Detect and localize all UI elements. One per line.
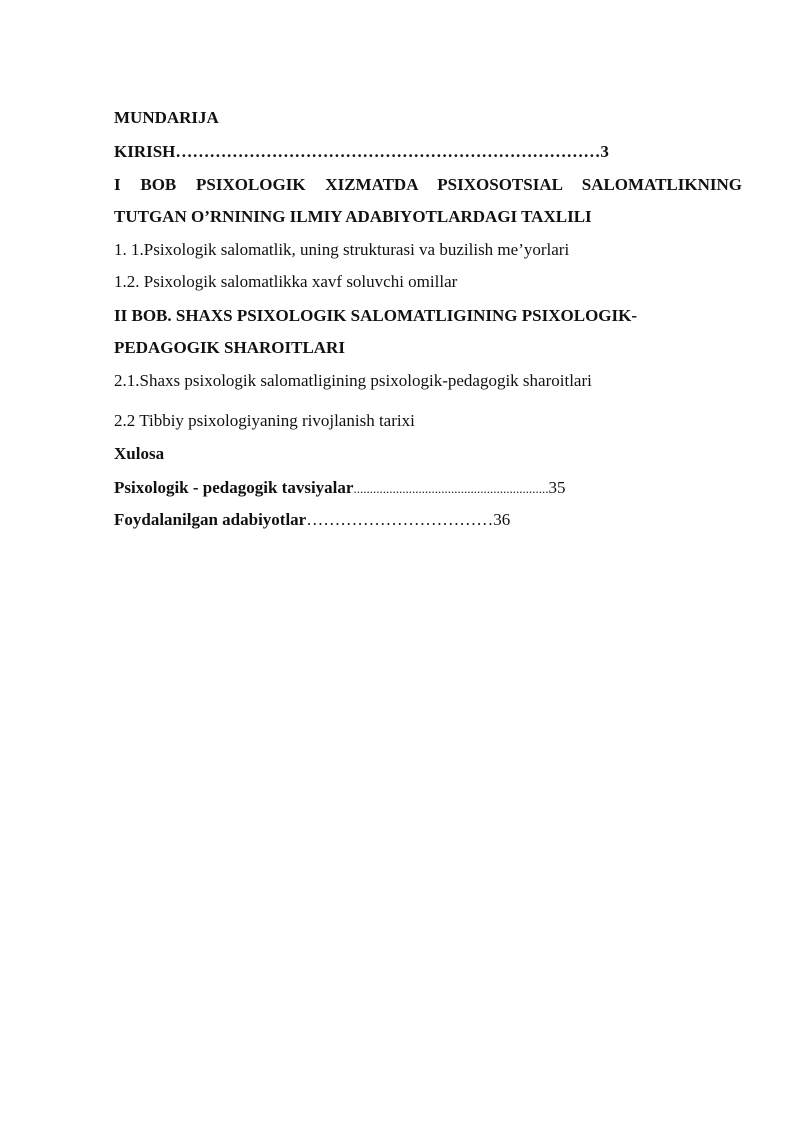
toc-chapter-2-line-2: PEDAGOGIK SHAROITLARI <box>114 338 345 357</box>
toc-entry-label: Foydalanilgan adabiyotlar <box>114 510 307 529</box>
toc-section-1-1: 1. 1.Psixologik salomatlik, uning strukturasi va buzilish me’yorlari <box>114 240 570 259</box>
toc-leader-dots: …………………………… <box>306 510 494 529</box>
toc-page-number: 36 <box>493 510 511 529</box>
toc-heading: MUNDARIJA <box>114 108 219 127</box>
toc-leader-dots: ............................................................ <box>353 481 549 496</box>
toc-chapter-1-line-2: TUTGAN O’RNINING ILMIY ADABIYOTLARDAGI TAXLILI <box>114 207 592 226</box>
toc-section-2-2: 2.2 Tibbiy psixologiyaning rivojlanish tarixi <box>114 411 415 430</box>
toc-page-number: 35 <box>548 478 566 497</box>
toc-page-number: 3 <box>600 142 609 161</box>
toc-chapter-2-line-1: II BOB. SHAXS PSIXOLOGIK SALOMATLIGINING PSIXOLOGIK- <box>114 306 638 325</box>
toc-entry-label: KIRISH <box>114 142 176 161</box>
toc-section-1-2: 1.2. Psixologik salomatlikka xavf soluvchi omillar <box>114 272 458 291</box>
toc-conclusion: Xulosa <box>114 444 165 463</box>
toc-entry-label: Psixologik - pedagogik tavsiyalar <box>114 478 354 497</box>
toc-entry-references <box>114 509 510 531</box>
toc-entry-intro <box>114 141 609 163</box>
toc-entry-recommendations <box>114 477 565 500</box>
toc-chapter-1-line-1: I BOB PSIXOLOGIK XIZMATDA PSIXOSOTSIAL SALOMATLIKNING <box>114 175 742 194</box>
toc-section-2-1: 2.1.Shaxs psixologik salomatligining psixologik-pedagogik sharoitlari <box>114 371 592 390</box>
toc-leader-dots: ………………………………………………………………… <box>175 142 601 161</box>
